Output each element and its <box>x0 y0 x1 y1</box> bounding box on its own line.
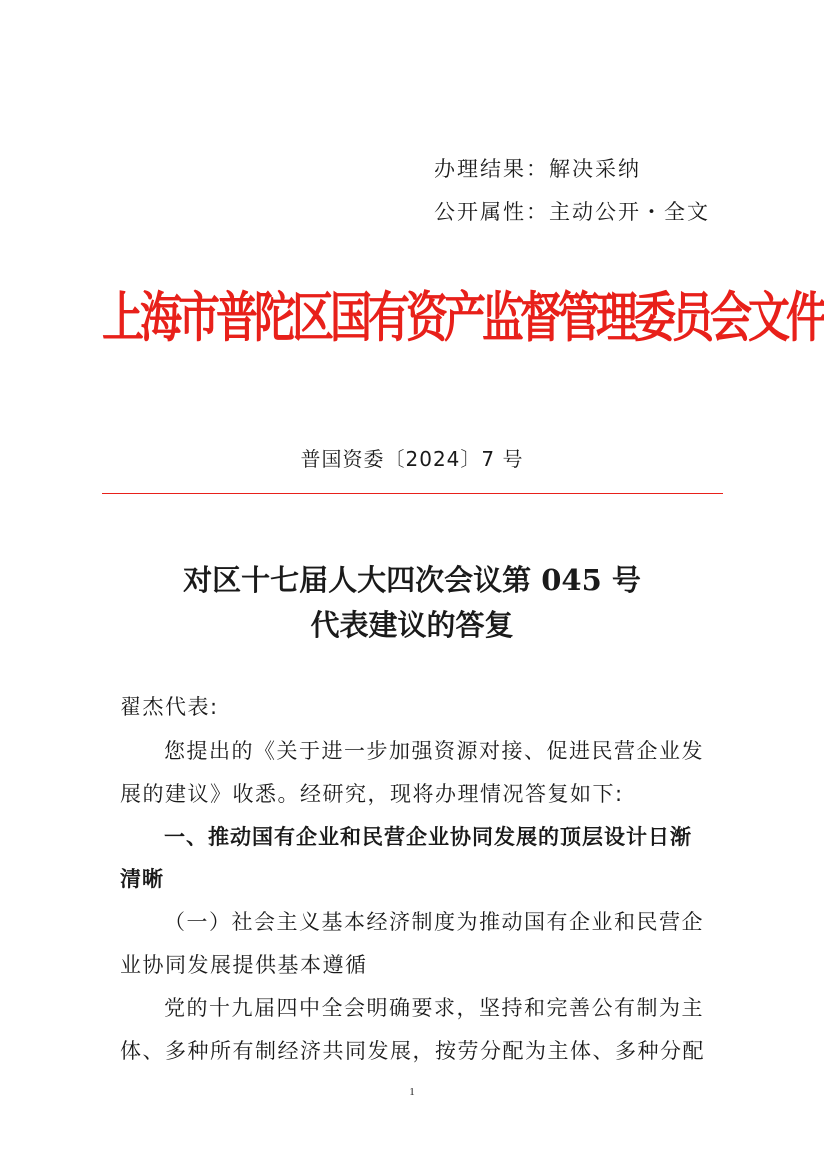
paragraph-2-line-1: 党的十九届四中全会明确要求，坚持和完善公有制为主 <box>164 996 704 1020</box>
document-title-line2: 代表建议的答复 <box>310 608 514 642</box>
page-number: 1 <box>409 1086 415 1098</box>
heading-1-line-1: 一、推动国有企业和民营企业协同发展的顶层设计日渐 <box>164 825 692 849</box>
paragraph-2-line-2: 体、多种所有制经济共同发展，按劳分配为主体、多种分配 <box>120 1039 705 1063</box>
paragraph-1-line-1: 您提出的《关于进一步加强资源对接、促进民营企业发 <box>164 739 704 763</box>
red-masthead: 上海市普陀区国有资产监督管理委员会文件 <box>102 286 824 349</box>
heading-1-line-2: 清晰 <box>120 867 164 891</box>
subheading-1-line-1: （一）社会主义基本经济制度为推动国有企业和民营企 <box>164 910 704 934</box>
handling-result: 办理结果：解决采纳 <box>434 157 641 181</box>
paragraph-1-line-2: 展的建议》收悉。经研究，现将办理情况答复如下: <box>120 782 624 806</box>
red-divider-line <box>102 493 723 494</box>
document-title-line1: 对区十七届人大四次会议第 045 号 <box>183 563 641 597</box>
salutation: 翟杰代表: <box>120 695 219 719</box>
disclosure-attribute: 公开属性：主动公开・全文 <box>434 200 710 224</box>
document-number: 普国资委〔2024〕7 号 <box>300 447 524 471</box>
subheading-1-line-2: 业协同发展提供基本遵循 <box>120 953 368 977</box>
